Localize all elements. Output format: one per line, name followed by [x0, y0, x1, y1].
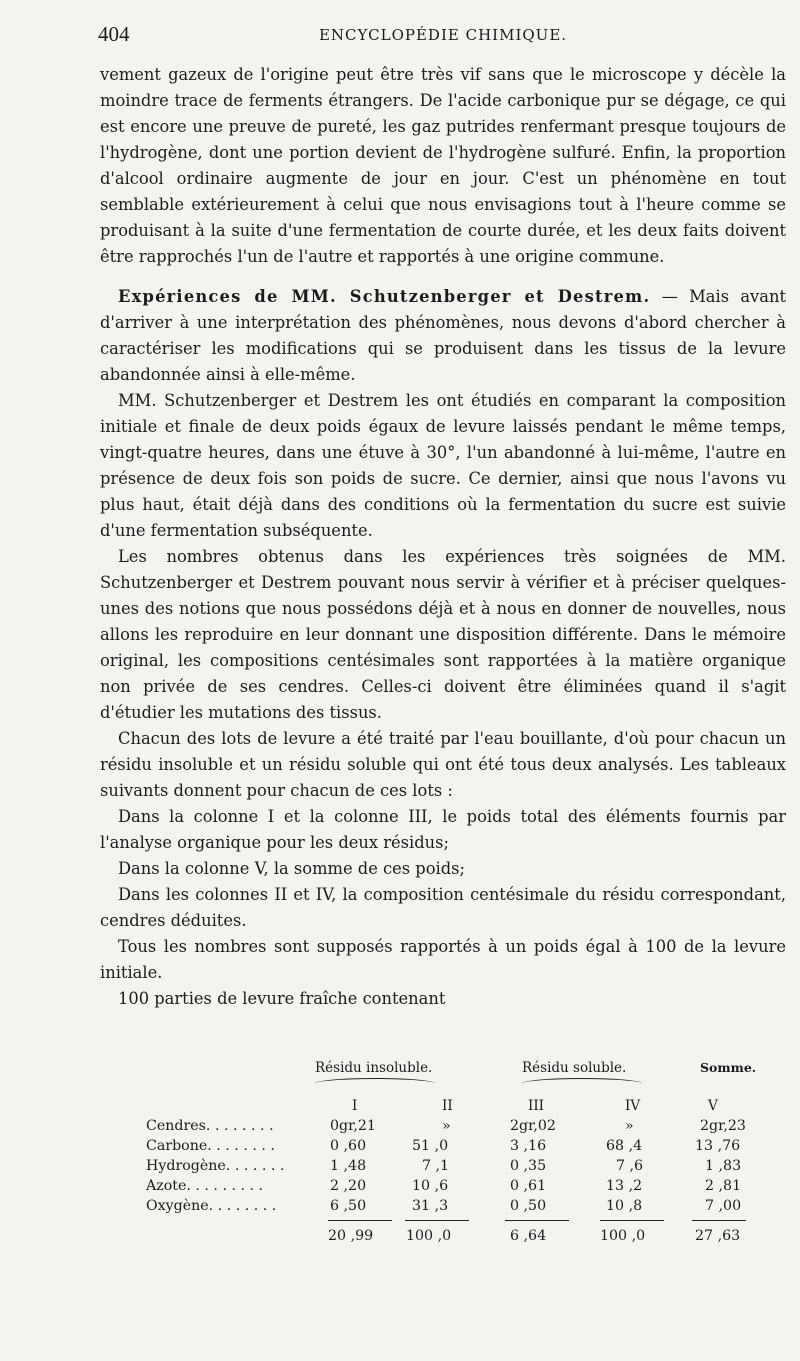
group-insoluble-label: Résidu insoluble.: [315, 1060, 433, 1076]
body-text: [100, 62, 786, 1012]
paragraph-1: vement gazeux de l'origine peut être très vif sans que le microscope y décèle la moindre trace de ferments étrangers. De l'acide carbonique pur se dégage, ce qui est encore une preuve de pureté, les gaz putrides renfermant presque toujours de l'hydrogène, dont une portion devient de l'hydrogène sulfuré. Enfin, la proportion d'alcool ordinaire augmente de jour en jour. C'est un phénomène en tout semblable extérieurement à celui que nous envisagions tout à l'heure comme se produisant à la suite d'une fermentation de courte durée, et les deux faits doivent être rapprochés l'un de l'autre et rapportés à une origine commune.: [100, 65, 786, 266]
column-header-5: V: [708, 1098, 718, 1114]
paragraph-9: Tous les nombres sont supposés rapportés à un poids égal à 100 de la levure initiale.: [100, 937, 786, 982]
row-label: Oxygène. . . . . . . .: [146, 1198, 277, 1214]
cell-col4: 7 ,6: [616, 1158, 644, 1174]
cell-col1: 0gr,21: [330, 1118, 376, 1134]
row-label: Carbone. . . . . . . .: [146, 1138, 275, 1154]
cell-col5: 13 ,76: [695, 1138, 741, 1154]
cell-col2: 10 ,6: [412, 1178, 449, 1194]
cell-col4: 68 ,4: [606, 1138, 643, 1154]
total-col2: 100 ,0: [406, 1228, 452, 1244]
paragraph-3: MM. Schutzenberger et Destrem les ont étudiés en comparant la composition initiale et finale de deux poids égaux de levure laissés pendant le même temps, vingt-quatre heures, dans une étuve à 30°, l'un abandonné à lui-même, l'autre en présence de deux fois son poids de sucre. Ce dernier, ainsi que nous l'avons vu plus haut, était déjà dans des conditions où la fermentation du sucre est suivie d'une fermentation subséquente.: [100, 391, 786, 540]
total-rule-col1: [328, 1220, 392, 1221]
cell-col1: 1 ,48: [330, 1158, 367, 1174]
cell-col3: 0 ,61: [510, 1178, 547, 1194]
total-col5: 27 ,63: [695, 1228, 741, 1244]
cell-col3: 3 ,16: [510, 1138, 547, 1154]
cell-col2: 51 ,0: [412, 1138, 449, 1154]
total-col4: 100 ,0: [600, 1228, 646, 1244]
running-head: ENCYCLOPÉDIE CHIMIQUE.: [318, 26, 568, 44]
cell-col2: »: [442, 1118, 451, 1134]
total-rule-col4: [600, 1220, 664, 1221]
cell-col1: 6 ,50: [330, 1198, 367, 1214]
total-col3: 6 ,64: [510, 1228, 547, 1244]
cell-col4: 10 ,8: [606, 1198, 643, 1214]
cell-col2: 7 ,1: [422, 1158, 450, 1174]
group-sum-label: Somme.: [700, 1060, 757, 1075]
group-soluble-label: Résidu soluble.: [522, 1060, 627, 1076]
cell-col3: 0 ,35: [510, 1158, 547, 1174]
cell-col4: 13 ,2: [606, 1178, 643, 1194]
cell-col3: 2gr,02: [510, 1118, 556, 1134]
group-soluble-brace: [522, 1078, 642, 1089]
total-rule-col2: [405, 1220, 469, 1221]
row-label: Cendres. . . . . . . .: [146, 1118, 274, 1134]
cell-col5: 7 ,00: [705, 1198, 742, 1214]
paragraph-2-text: — Mais avant d'arriver à une interprétation des phénomènes, nous devons d'abord chercher à caractériser les modifications qui se produisent dans les tissus de la levure abandonnée ainsi à elle-même.: [100, 287, 786, 384]
paragraph-5: Chacun des lots de levure a été traité par l'eau bouillante, d'où pour chacun un résidu insoluble et un résidu soluble qui ont été tous deux analysés. Les tableaux suivants donnent pour chacun de ces lots :: [100, 729, 786, 800]
cell-col2: 31 ,3: [412, 1198, 449, 1214]
paragraph-4: Les nombres obtenus dans les expériences très soignées de MM. Schutzenberger et Destrem pouvant nous servir à vérifier et à préciser quelques-unes des notions que nous possédons déjà et à nous en donner de nouvelles, nous allons les reproduire en leur donnant une disposition différente. Dans le mémoire original, les compositions centésimales sont rapportées à la matière organique non privée de ses cendres. Celles-ci doivent être éliminées quand il s'agit d'étudier les mutations des tissus.: [100, 547, 786, 722]
cell-col4: »: [625, 1118, 634, 1134]
column-header-2: II: [442, 1098, 453, 1114]
column-header-3: III: [528, 1098, 544, 1114]
cell-col5: 2 ,81: [705, 1178, 742, 1194]
cell-col5: 2gr,23: [700, 1118, 746, 1134]
total-rule-col5: [692, 1220, 746, 1221]
row-label: Hydrogène. . . . . . .: [146, 1158, 285, 1174]
cell-col3: 0 ,50: [510, 1198, 547, 1214]
page-number: 404: [98, 22, 130, 46]
page-header: [98, 22, 788, 52]
column-header-4: IV: [625, 1098, 641, 1114]
group-insoluble-brace: [315, 1078, 435, 1089]
paragraph-10: 100 parties de levure fraîche contenant: [118, 989, 446, 1008]
paragraph-8: Dans les colonnes II et IV, la composition centésimale du résidu correspondant, cendres déduites.: [100, 885, 786, 930]
composition-table: [100, 1060, 790, 1260]
total-rule-col3: [505, 1220, 569, 1221]
cell-col5: 1 ,83: [705, 1158, 742, 1174]
paragraph-6: Dans la colonne I et la colonne III, le poids total des éléments fournis par l'analyse organique pour les deux résidus;: [100, 807, 786, 852]
section-heading: Expériences de MM. Schutzenberger et Destrem.: [118, 287, 651, 306]
cell-col1: 0 ,60: [330, 1138, 367, 1154]
paragraph-2: [100, 284, 786, 388]
total-col1: 20 ,99: [328, 1228, 374, 1244]
paragraph-7: Dans la colonne V, la somme de ces poids;: [118, 859, 465, 878]
column-header-1: I: [352, 1098, 358, 1114]
row-label: Azote. . . . . . . . .: [146, 1178, 264, 1194]
cell-col1: 2 ,20: [330, 1178, 367, 1194]
